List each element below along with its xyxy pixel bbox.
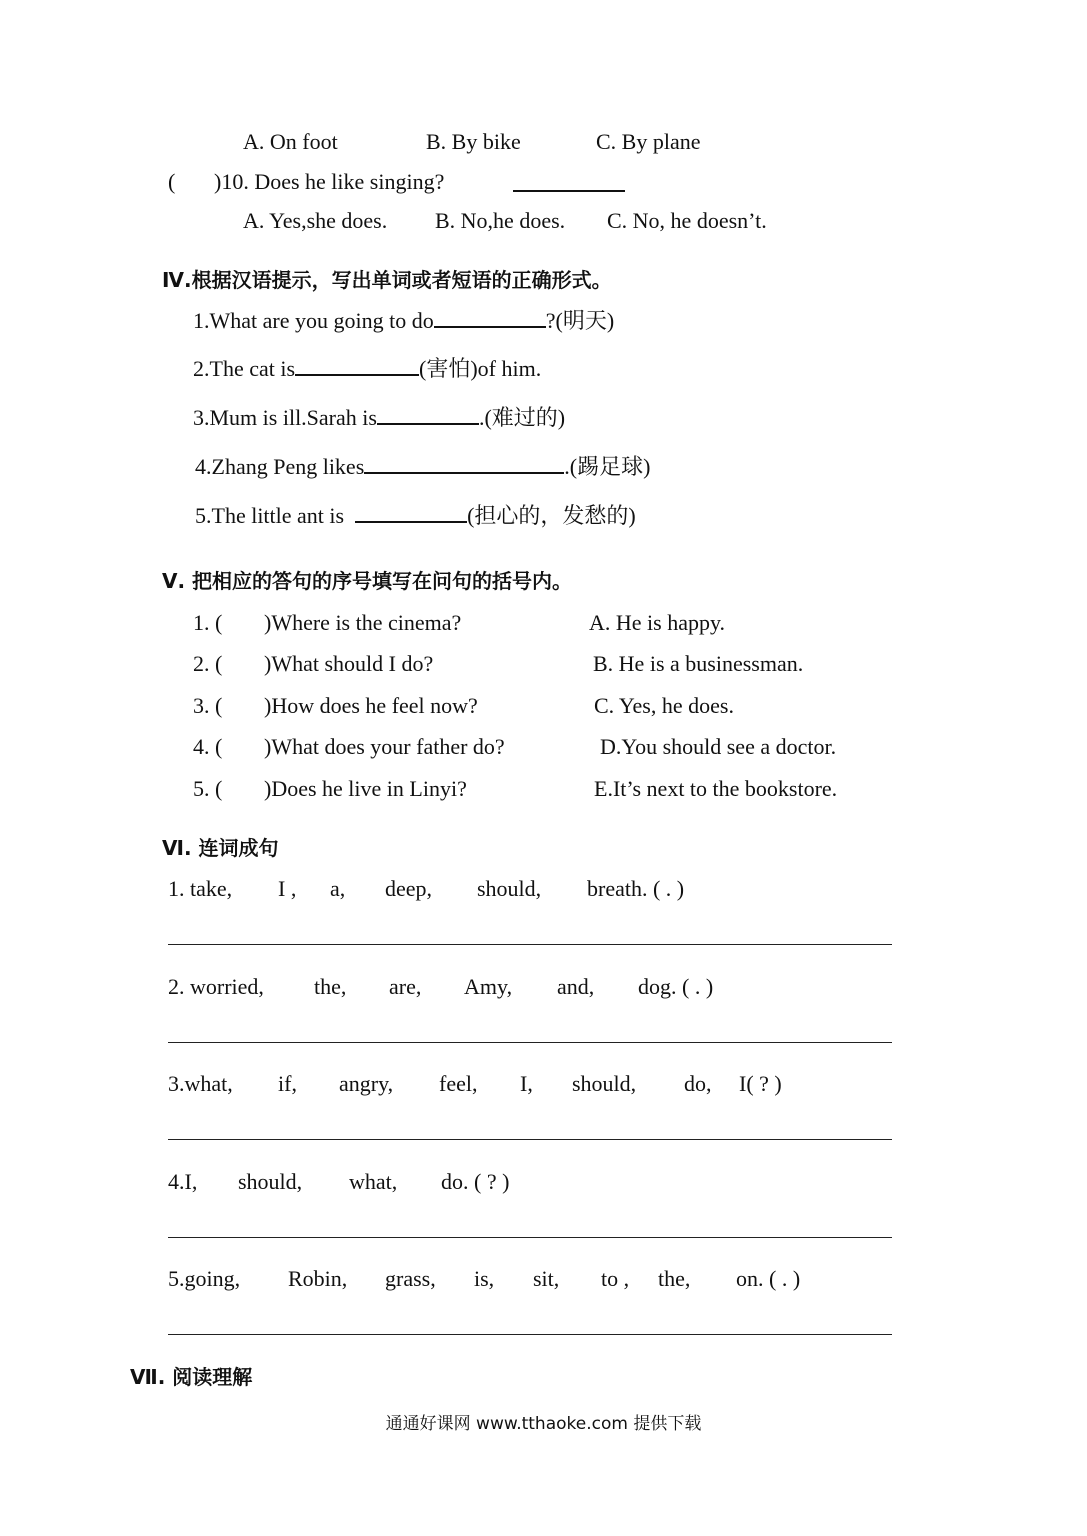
s6-item-1-answer-line[interactable] [168, 944, 892, 945]
s5-q3-text: )How does he feel now? [264, 693, 478, 718]
s4-item-1 [193, 307, 614, 335]
s5-q1-text: )Where is the cinema? [264, 610, 462, 635]
word: what, [349, 1169, 398, 1194]
s4-item-2-text: 2.The cat is [193, 356, 296, 381]
word: breath. ( . ) [587, 876, 685, 901]
word: if, [278, 1071, 297, 1096]
q9-option-a: A. On foot [243, 129, 338, 154]
s4-item-5-blank[interactable] [355, 503, 467, 523]
word: to , [601, 1266, 630, 1291]
section-5-title: Ⅴ. 把相应的答句的序号填写在问句的括号内。 [162, 569, 573, 593]
word: I , [278, 876, 297, 901]
s6-item-5-words [168, 1265, 800, 1293]
word: 1. take, [168, 876, 233, 901]
word: should, [572, 1071, 637, 1096]
s6-item-2-answer-line[interactable] [168, 1042, 892, 1043]
word: and, [557, 974, 595, 999]
s6-item-5-answer-line[interactable] [168, 1334, 892, 1335]
q9-option-b: B. By bike [426, 129, 521, 154]
s5-q1-num: 1. ( [193, 610, 223, 635]
s5-q3-num: 3. ( [193, 693, 223, 718]
s4-item-2 [193, 355, 541, 383]
word: 5.going, [168, 1266, 241, 1291]
s4-item-4 [195, 453, 650, 481]
s4-item-1-text: 1.What are you going to do [193, 308, 434, 333]
s5-answer-d: D.You should see a doctor. [600, 734, 837, 759]
word: feel, [439, 1071, 478, 1096]
word: angry, [339, 1071, 394, 1096]
q10-option-c: C. No, he doesn’t. [607, 208, 767, 233]
s4-item-1-hint: ?(明天) [545, 308, 615, 333]
s4-item-4-text: 4.Zhang Peng likes [195, 454, 365, 479]
q10-question: )10. Does he like singing? [214, 169, 445, 194]
s4-item-3 [193, 404, 565, 432]
s5-answer-e: E.It’s next to the bookstore. [594, 776, 838, 801]
s6-item-3-answer-line[interactable] [168, 1139, 892, 1140]
q10-answer-blank[interactable] [513, 172, 625, 192]
word: deep, [385, 876, 433, 901]
s4-item-4-hint: .(踢足球) [564, 454, 651, 479]
section-6-title: Ⅵ. 连词成句 [162, 836, 279, 860]
s4-item-5 [195, 502, 636, 530]
s5-q4-text: )What does your father do? [264, 734, 505, 759]
word: 3.what, [168, 1071, 233, 1096]
s5-q5-text: )Does he live in Linyi? [264, 776, 467, 801]
s4-item-1-blank[interactable] [434, 308, 546, 328]
word: on. ( . ) [736, 1266, 801, 1291]
s6-item-4-answer-line[interactable] [168, 1237, 892, 1238]
q10-option-b: B. No,he does. [435, 208, 566, 233]
s5-q2-text: )What should I do? [264, 651, 434, 676]
q10-paren: ( [168, 169, 176, 194]
word: grass, [385, 1266, 436, 1291]
s4-item-3-text: 3.Mum is ill.Sarah is [193, 405, 377, 430]
word: the, [658, 1266, 691, 1291]
word: are, [389, 974, 422, 999]
s6-item-4-words [168, 1168, 509, 1196]
word: the, [314, 974, 347, 999]
word: 4.I, [168, 1169, 198, 1194]
section-7-title: Ⅶ. 阅读理解 [130, 1365, 253, 1389]
word: do. ( ? ) [441, 1169, 510, 1194]
word: Amy, [464, 974, 513, 999]
s6-item-2-words [168, 973, 713, 1001]
word: Robin, [288, 1266, 348, 1291]
word: I, [520, 1071, 533, 1096]
word: do, [684, 1071, 712, 1096]
word: 2. worried, [168, 974, 264, 999]
s4-item-4-blank[interactable] [364, 454, 564, 474]
q10-option-a: A. Yes,she does. [243, 208, 388, 233]
word: sit, [533, 1266, 560, 1291]
s4-item-3-blank[interactable] [377, 405, 479, 425]
page-footer: 通通好课网 www.tthaoke.com 提供下载 [385, 1414, 702, 1434]
s4-item-3-hint: .(难过的) [478, 405, 566, 430]
s5-q5-num: 5. ( [193, 776, 223, 801]
section-4-title: Ⅳ.根据汉语提示，写出单词或者短语的正确形式。 [162, 268, 612, 292]
word: a, [330, 876, 346, 901]
q9-option-c: C. By plane [596, 129, 701, 154]
s5-answer-a: A. He is happy. [589, 610, 726, 635]
s6-item-3-words [168, 1070, 782, 1098]
s5-answer-c: C. Yes, he does. [594, 693, 734, 718]
s5-q2-num: 2. ( [193, 651, 223, 676]
s5-answer-b: B. He is a businessman. [593, 651, 804, 676]
s5-q4-num: 4. ( [193, 734, 223, 759]
word: dog. ( . ) [638, 974, 714, 999]
word: I( ? ) [739, 1071, 782, 1096]
s4-item-5-text: 5.The little ant is [195, 503, 345, 528]
s6-item-1-words [168, 875, 684, 903]
word: should, [238, 1169, 303, 1194]
word: is, [474, 1266, 495, 1291]
s4-item-2-hint: (害怕)of him. [419, 356, 542, 381]
word: should, [477, 876, 542, 901]
s4-item-2-blank[interactable] [295, 356, 419, 376]
s4-item-5-hint: (担心的，发愁的) [467, 503, 636, 528]
